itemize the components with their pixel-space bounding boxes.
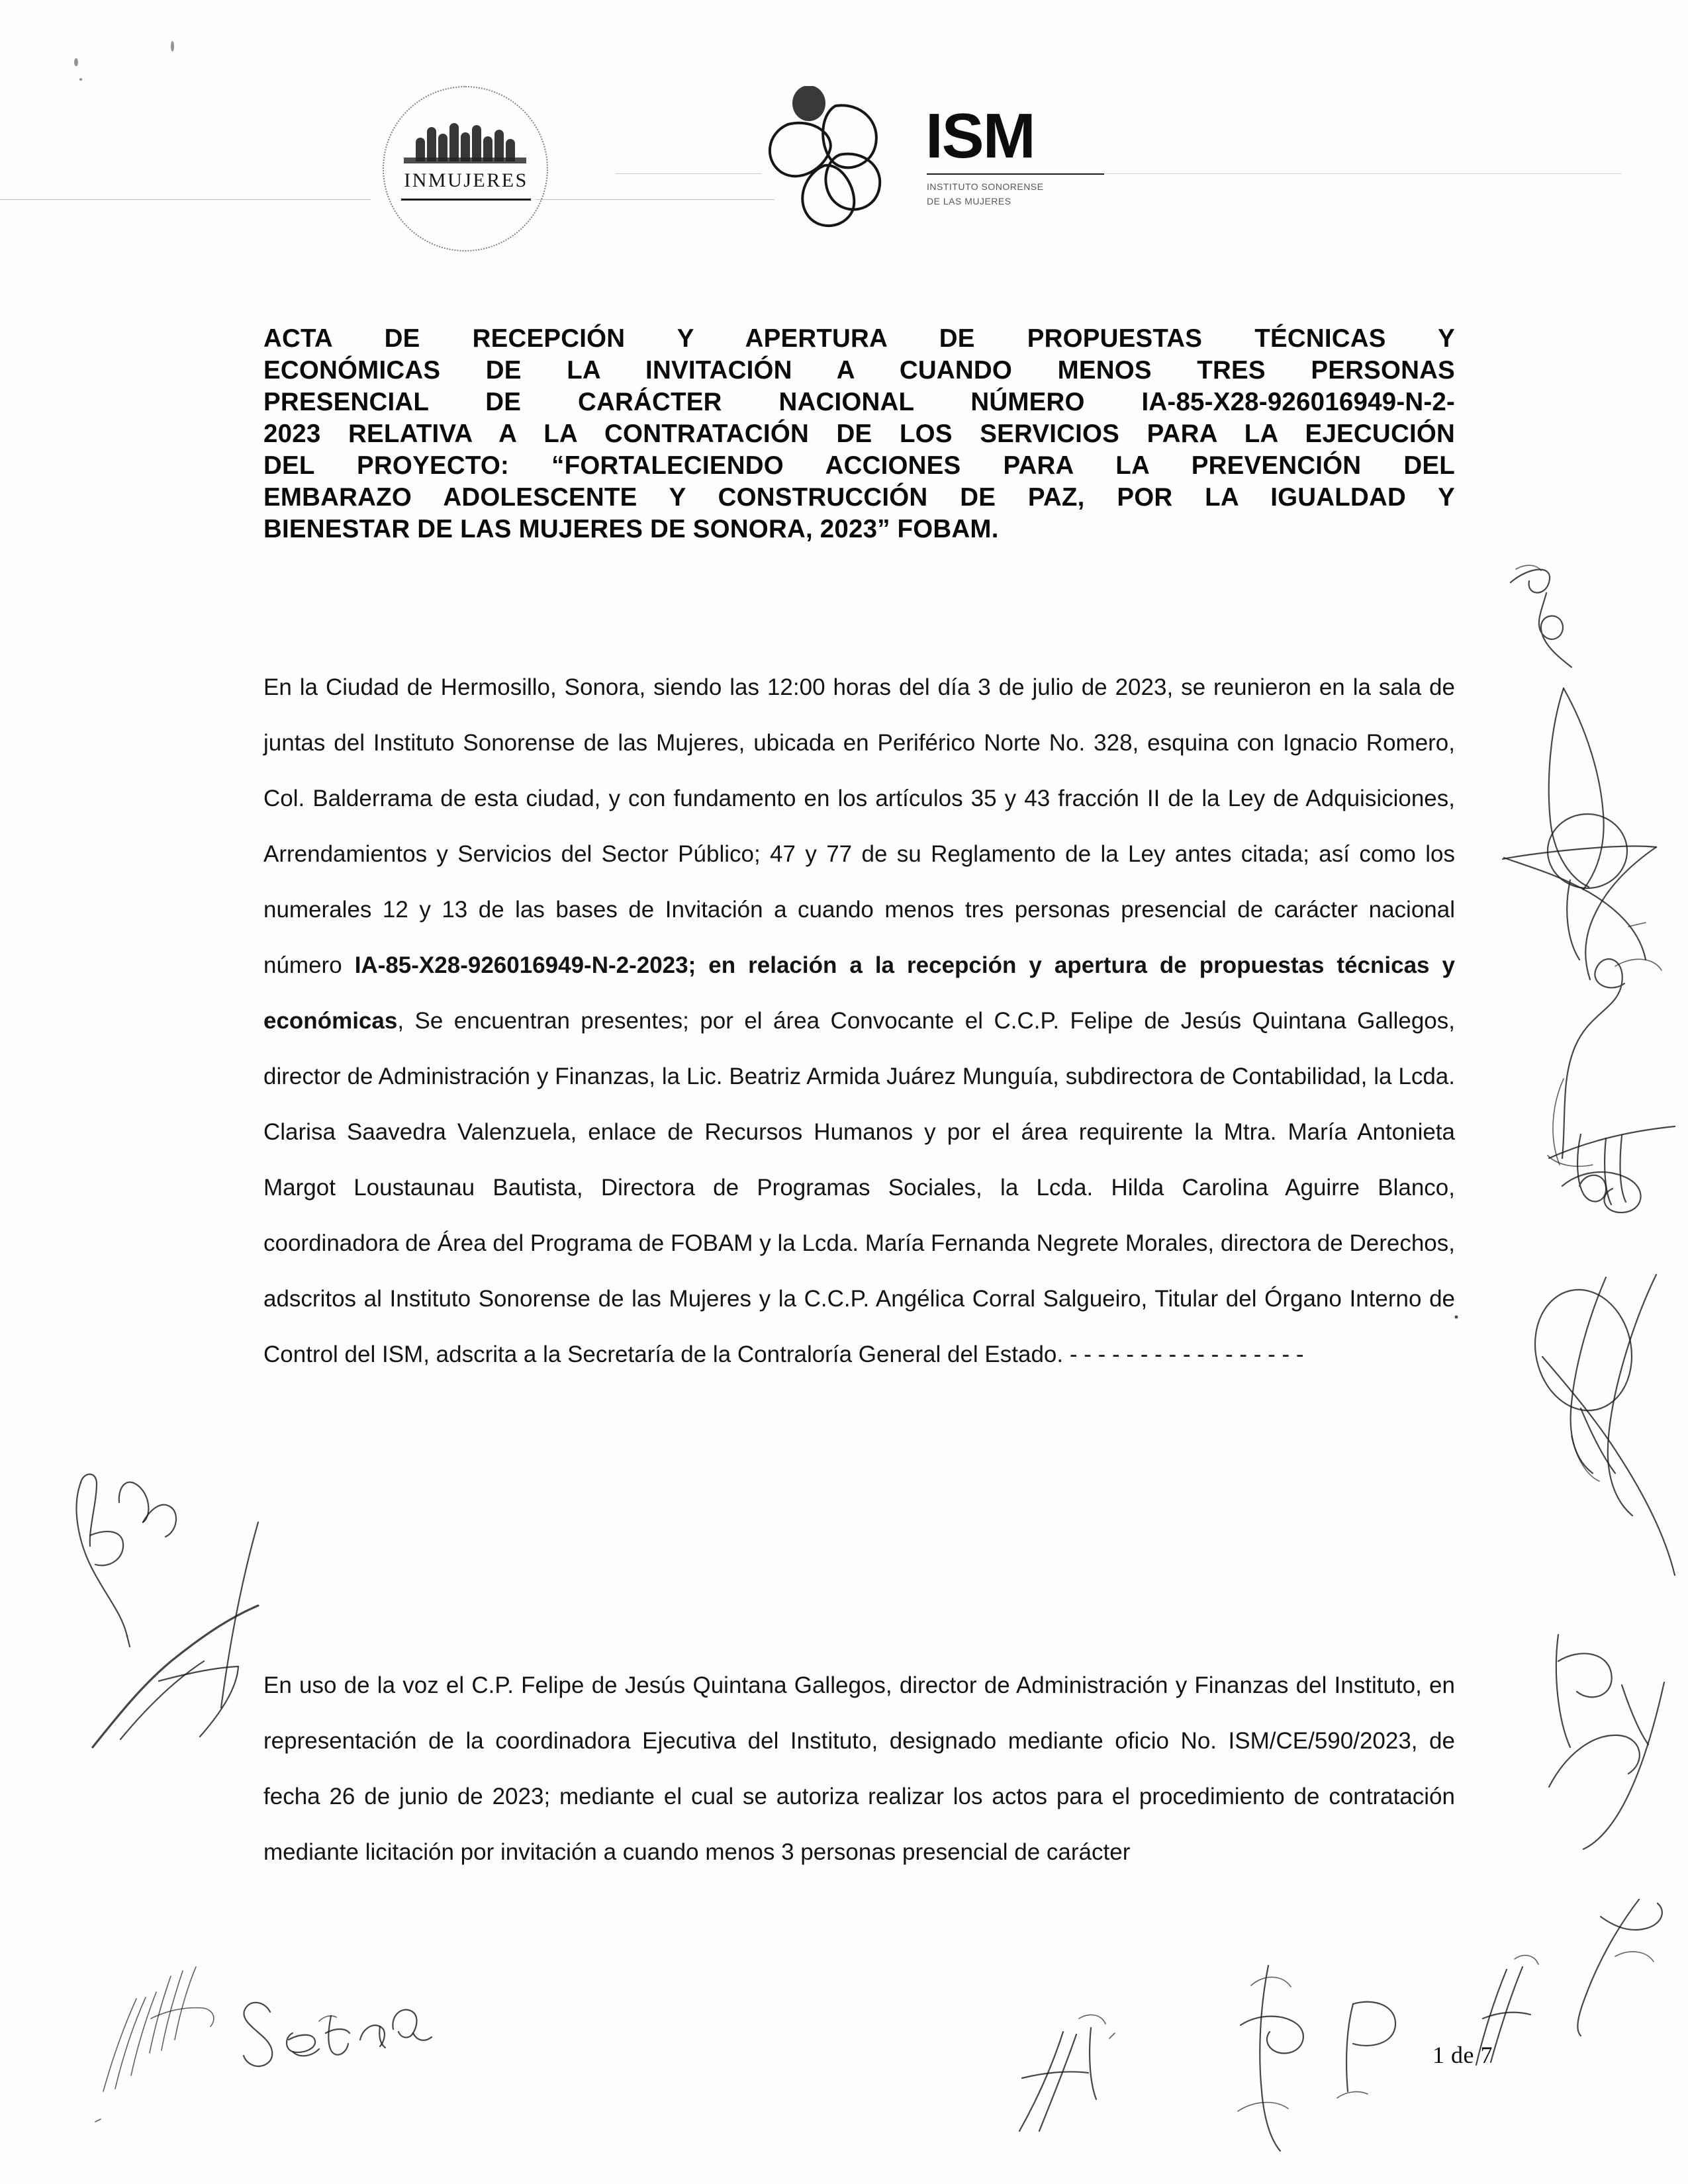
signature-mark-left-b: [46, 1403, 265, 1747]
ism-rule-extension-left: [616, 173, 761, 174]
ism-flower-icon: [761, 86, 914, 238]
signature-mark-right-squiggle: [1536, 940, 1688, 1165]
paragraph-1-bold-reference: IA-85-X28-926016949-N-2-2023; en relación a la recepción y apertura de propuestas técnicas y económicas: [263, 952, 1455, 1034]
seal-ring-icon: [383, 86, 548, 251]
signature-mark-left-scribble: [93, 1966, 245, 2131]
body-paragraph-1: [263, 660, 1455, 1383]
ism-logo: [761, 79, 1225, 245]
ism-rule-extension-right: [1105, 173, 1622, 174]
scan-speckle: [171, 41, 174, 52]
inmujeres-rule: [401, 199, 531, 201]
inmujeres-rule-extension-right: [536, 199, 774, 200]
page-title: [263, 323, 1455, 545]
inmujeres-crest-icon: [407, 118, 523, 161]
signature-mark-right-bottom: [1516, 1893, 1675, 2038]
handwritten-word-serena: [218, 1979, 444, 2105]
scan-speckle: [74, 58, 78, 66]
signature-mark-bottom-center-3: [1324, 1992, 1423, 2105]
title-line-3: PRESENCIAL DE CARÁCTER NACIONAL NÚMERO IA-85-X28-926016949-N-2-: [263, 388, 1455, 416]
signature-mark-right-cursive: [1542, 1125, 1688, 1277]
paragraph-1-segment-2: , Se encuentran presentes; por el área Convocante el C.C.P. Felipe de Jesús Quintana Gallegos, director de Administración y Finanzas, la Lic. Beatriz Armida Juárez Munguía, subdirectora de Contabilidad, la Lcda. Clarisa Saavedra Valenzuela, enlace de Recursos Humanos y por el área requirente la Mtra. María Antonieta Margot Loustaunau Bautista, Directora de Programas Sociales, la Lcda. Hilda Carolina Aguirre Blanco, coordinadora de Área del Programa de FOBAM y la Lcda. María Fernanda Negrete Morales, directora de Derechos, adscritos al Instituto Sonorense de las Mujeres y la C.C.P. Angélica Corral Salgueiro, Titular del Órgano Interno de Control del ISM, adscrita a la Secretaría de la Contraloría General del Estado. - - - - - - - - - - - - - - - - -: [263, 1008, 1455, 1367]
title-line-2: ECONÓMICAS DE LA INVITACIÓN A CUANDO MENOS TRES PERSONAS: [263, 356, 1455, 385]
document-header: [0, 73, 1688, 265]
crest-base: [404, 158, 526, 163]
signature-mark-bottom-center-2: [1211, 1959, 1331, 2158]
inmujeres-rule-extension-left: [0, 199, 371, 200]
title-line-5: DEL PROYECTO: “FORTALECIENDO ACCIONES PARA LA PREVENCIÓN DEL: [263, 451, 1455, 480]
inmujeres-logo: [371, 86, 583, 251]
title-line-4: 2023 RELATIVA A LA CONTRATACIÓN DE LOS SERVICIOS PARA LA EJECUCIÓN: [263, 420, 1455, 448]
signature-mark-right-star: [1489, 682, 1688, 993]
page-number: 1 de 7: [1432, 2042, 1493, 2068]
title-line-7: BIENESTAR DE LAS MUJERES DE SONORA, 2023” FOBAM.: [263, 515, 999, 543]
ism-subtitle-line2: DE LAS MUJERES: [927, 196, 1011, 206]
paragraph-1-segment-1: En la Ciudad de Hermosillo, Sonora, siendo las 12:00 horas del día 3 de julio de 2023, se reunieron en la sala de juntas del Instituto Sonorense de las Mujeres, ubicada en Periférico Norte No. 328, esquina con Ignacio Romero, Col. Balderrama de esta ciudad, y con fundamento en los artículos 35 y 43 fracción II de la Ley de Adquisiciones, Arrendamientos y Servicios del Sector Público; 47 y 77 de su Reglamento de la Ley antes citada; así como los numerales 12 y 13 de las bases de Invitación a cuando menos tres personas presencial de carácter nacional número: [263, 674, 1455, 978]
signature-mark-right-lower: [1529, 1621, 1688, 1860]
signature-mark-bottom-center-1: [1006, 1999, 1139, 2151]
paragraph-2-text: En uso de la voz el C.P. Felipe de Jesús Quintana Gallegos, director de Administración y Finanzas del Instituto, en representación de la coordinadora Ejecutiva del Instituto, designado mediante oficio No. ISM/CE/590/2023, de fecha 26 de junio de 2023; mediante el cual se autoriza realizar los actos para el procedimiento de contratación mediante licitación por invitación a cuando menos 3 personas presencial de carácter: [263, 1672, 1455, 1865]
title-line-1: ACTA DE RECEPCIÓN Y APERTURA DE PROPUESTAS TÉCNICAS Y: [263, 324, 1455, 353]
body-paragraph-2: [263, 1658, 1455, 1880]
signature-mark-right-top: [1503, 563, 1675, 682]
title-line-6: EMBARAZO ADOLESCENTE Y CONSTRUCCIÓN DE PAZ, POR LA IGUALDAD Y: [263, 483, 1455, 512]
ism-wordmark: ISM: [925, 101, 1035, 171]
ism-rule: [927, 173, 1104, 175]
ism-subtitle-line1: INSTITUTO SONORENSE: [927, 181, 1044, 192]
signature-mark-right-loop: [1503, 1238, 1688, 1588]
inmujeres-wordmark: INMUJERES: [404, 169, 528, 191]
